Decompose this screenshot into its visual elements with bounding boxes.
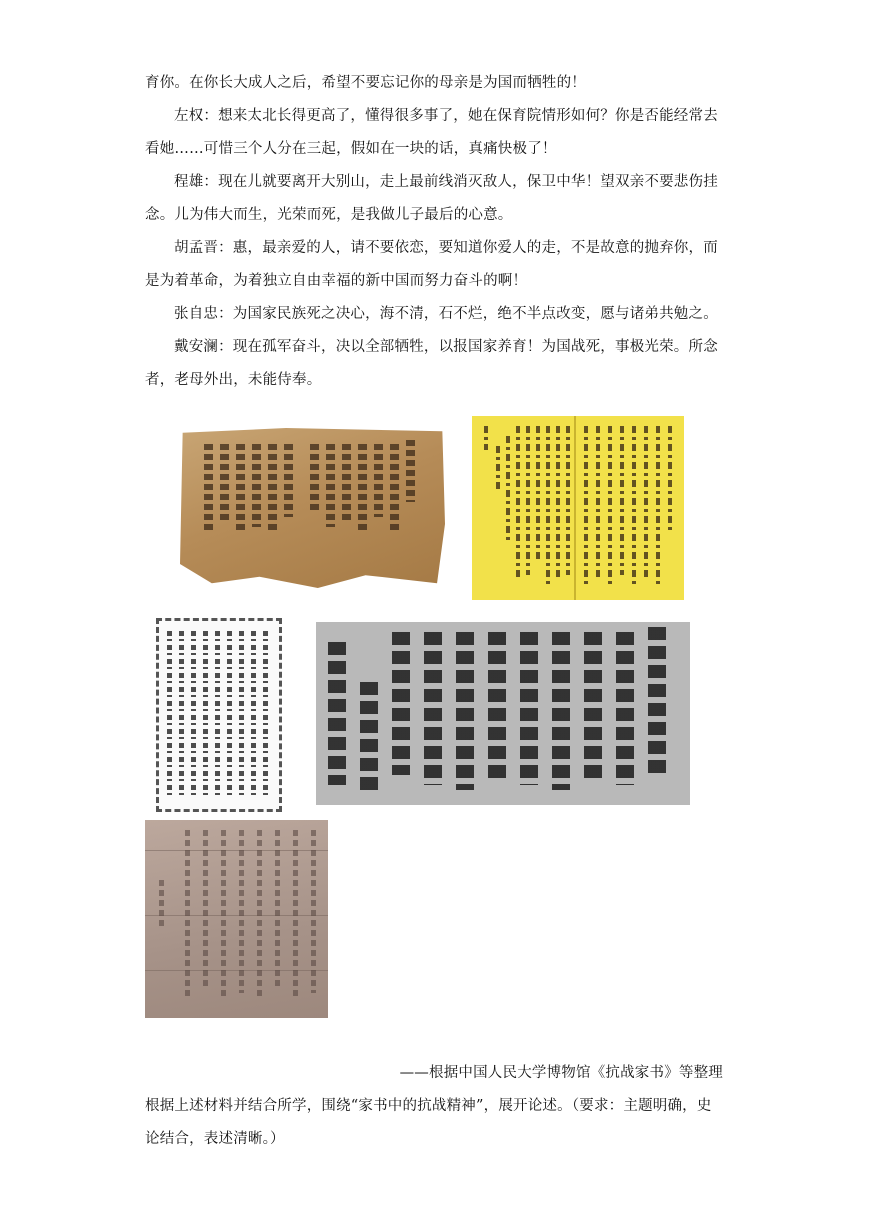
letter-excerpt-hu-mengjin: 胡孟晋：惠，最亲爱的人，请不要依恋，要知道你爱人的走，不是故意的抛弃你，而是为着革命，为着独立自由幸福的新中国而努力奋斗的啊！ <box>145 240 718 289</box>
letter-excerpt-cheng-xiong: 程雄：现在儿就要离开大别山，走上最前线消灭敌人，保卫中华！望双亲不要悲伤挂念。儿为伟大而生，光荣而死，是我做儿子最后的心意。 <box>145 174 718 223</box>
source-citation: ——根据中国人民大学博物馆《抗战家书》等整理 <box>399 1065 723 1081</box>
letter-excerpt-zhang-zizhong: 张自忠：为国家民族死之决心，海不清，石不烂，绝不半点改变，愿与诸弟共勉之。 <box>174 306 718 322</box>
letter-excerpt-zuo-quan: 左权：想来太北长得更高了，懂得很多事了，她在保育院情形如何？你是否能经常去看她……可惜三个人分在三起，假如在一块的话，真痛快极了！ <box>145 108 718 157</box>
letter-photo-yellow <box>472 416 684 600</box>
essay-question: 根据上述材料并结合所学，围绕“家书中的抗战精神”，展开论述。（要求：主题明确，史论结合，表述清晰。） <box>145 1098 712 1147</box>
letter-photo-bamboo-border <box>156 618 282 812</box>
letter-photo-grey-photocopy <box>316 622 690 805</box>
letter-excerpt-dai-anlan: 戴安澜：现在孤军奋斗，决以全部牺牲，以报国家养育！为国战死，事极光荣。所念者，老母外出，未能侍奉。 <box>145 339 718 388</box>
letter-photo-tan-torn <box>180 428 445 588</box>
letter-excerpt-zhao-yiman-end: 育你。在你长大成人之后，希望不要忘记你的母亲是为国而牺牲的！ <box>145 75 586 91</box>
letter-photo-faded-brown <box>145 820 328 1018</box>
